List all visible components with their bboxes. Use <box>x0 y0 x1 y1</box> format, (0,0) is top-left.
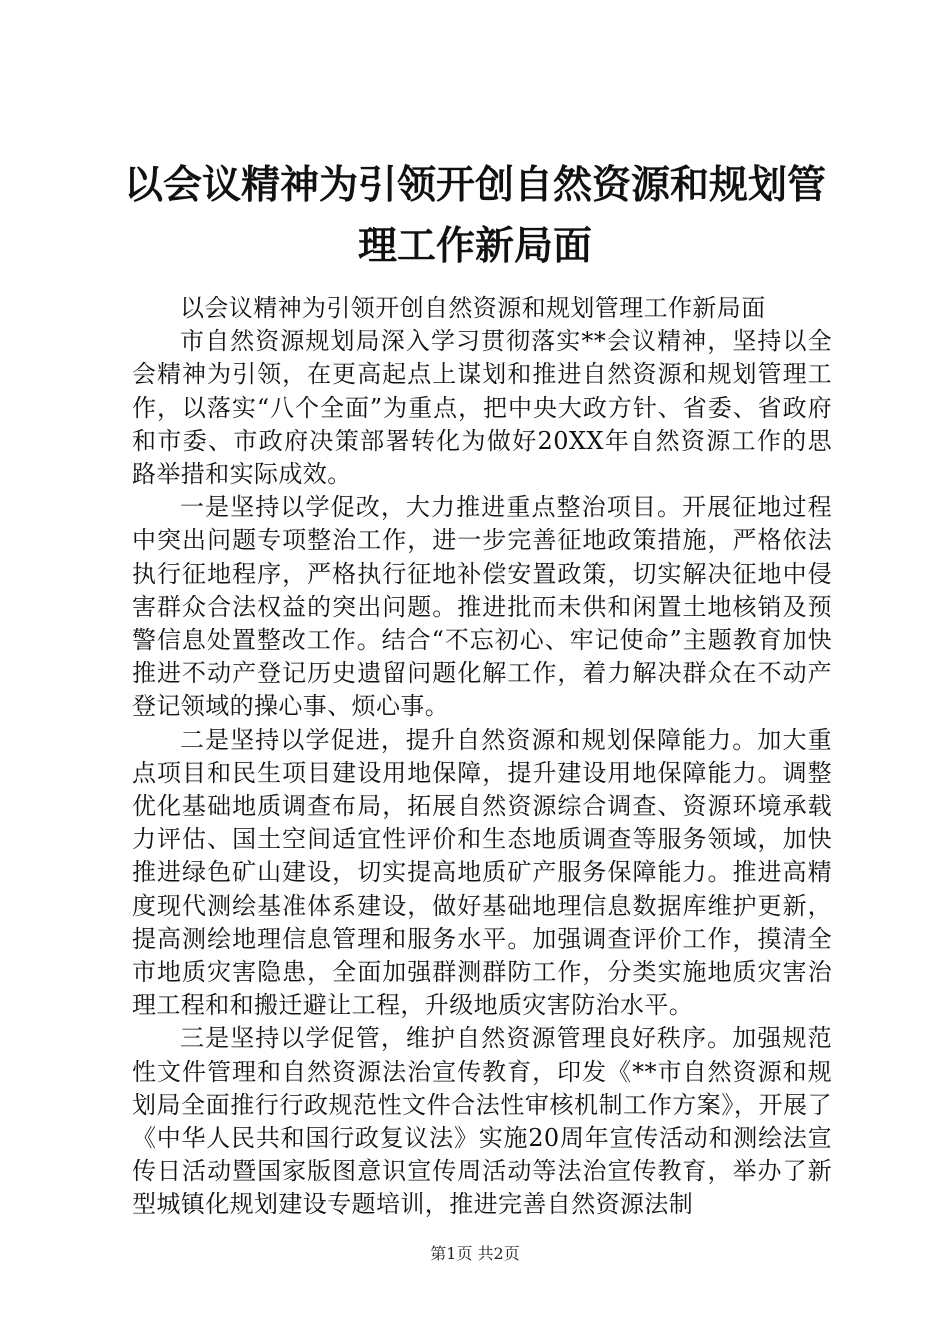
paragraph-point-three: 三是坚持以学促管，维护自然资源管理良好秩序。加强规范性文件管理和自然资源法治宣传教育，印发《**市自然资源和规划局全面推行行政规范性文件合法性审核机制工作方案》，开展了《中华人民共和国行政复议法》实施20周年宣传活动和测绘法宣传日活动暨国家版图意识宣传周活动等法治宣传教育，举办了新型城镇化规划建设专题培训，推进完善自然资源法制 <box>132 1024 832 1219</box>
paragraph-subtitle: 以会议精神为引领开创自然资源和规划管理工作新局面 <box>180 294 766 322</box>
page-number-footer: 第1页 共2页 <box>430 1244 520 1263</box>
document-title: 以会议精神为引领开创自然资源和规划管理工作新局面 <box>123 162 826 269</box>
paragraph-point-two: 二是坚持以学促进，提升自然资源和规划保障能力。加大重点项目和民生项目建设用地保障，提升建设用地保障能力。调整优化基础地质调查布局，拓展自然资源综合调查、资源环境承载力评估、国土空间适宜性评价和生态地质调查等服务领域，加快推进绿色矿山建设，切实提高地质矿产服务保障能力。推进高精度现代测绘基准体系建设，做好基础地理信息数据库维护更新，提高测绘地理信息管理和服务水平。加强调查评价工作，摸清全市地质灾害隐患，全面加强群测群防工作，分类实施地质灾害治理工程和和搬迁避让工程，升级地质灾害防治水平。 <box>132 725 832 1020</box>
document-body <box>132 292 832 1222</box>
paragraph-point-one: 一是坚持以学促改，大力推进重点整治项目。开展征地过程中突出问题专项整治工作，进一步完善征地政策措施，严格依法执行征地程序，严格执行征地补偿安置政策，切实解决征地中侵害群众合法权益的突出问题。推进批而未供和闲置土地核销及预警信息处置整改工作。结合“不忘初心、牢记使命”主题教育加快推进不动产登记历史遗留问题化解工作，着力解决群众在不动产登记领域的操心事、烦心事。 <box>132 493 832 721</box>
paragraph-intro: 市自然资源规划局深入学习贯彻落实**会议精神，坚持以全会精神为引领，在更高起点上谋划和推进自然资源和规划管理工作，以落实“八个全面”为重点，把中央大政方针、省委、省政府和市委、市政府决策部署转化为做好20XX年自然资源工作的思路举措和实际成效。 <box>132 327 832 489</box>
